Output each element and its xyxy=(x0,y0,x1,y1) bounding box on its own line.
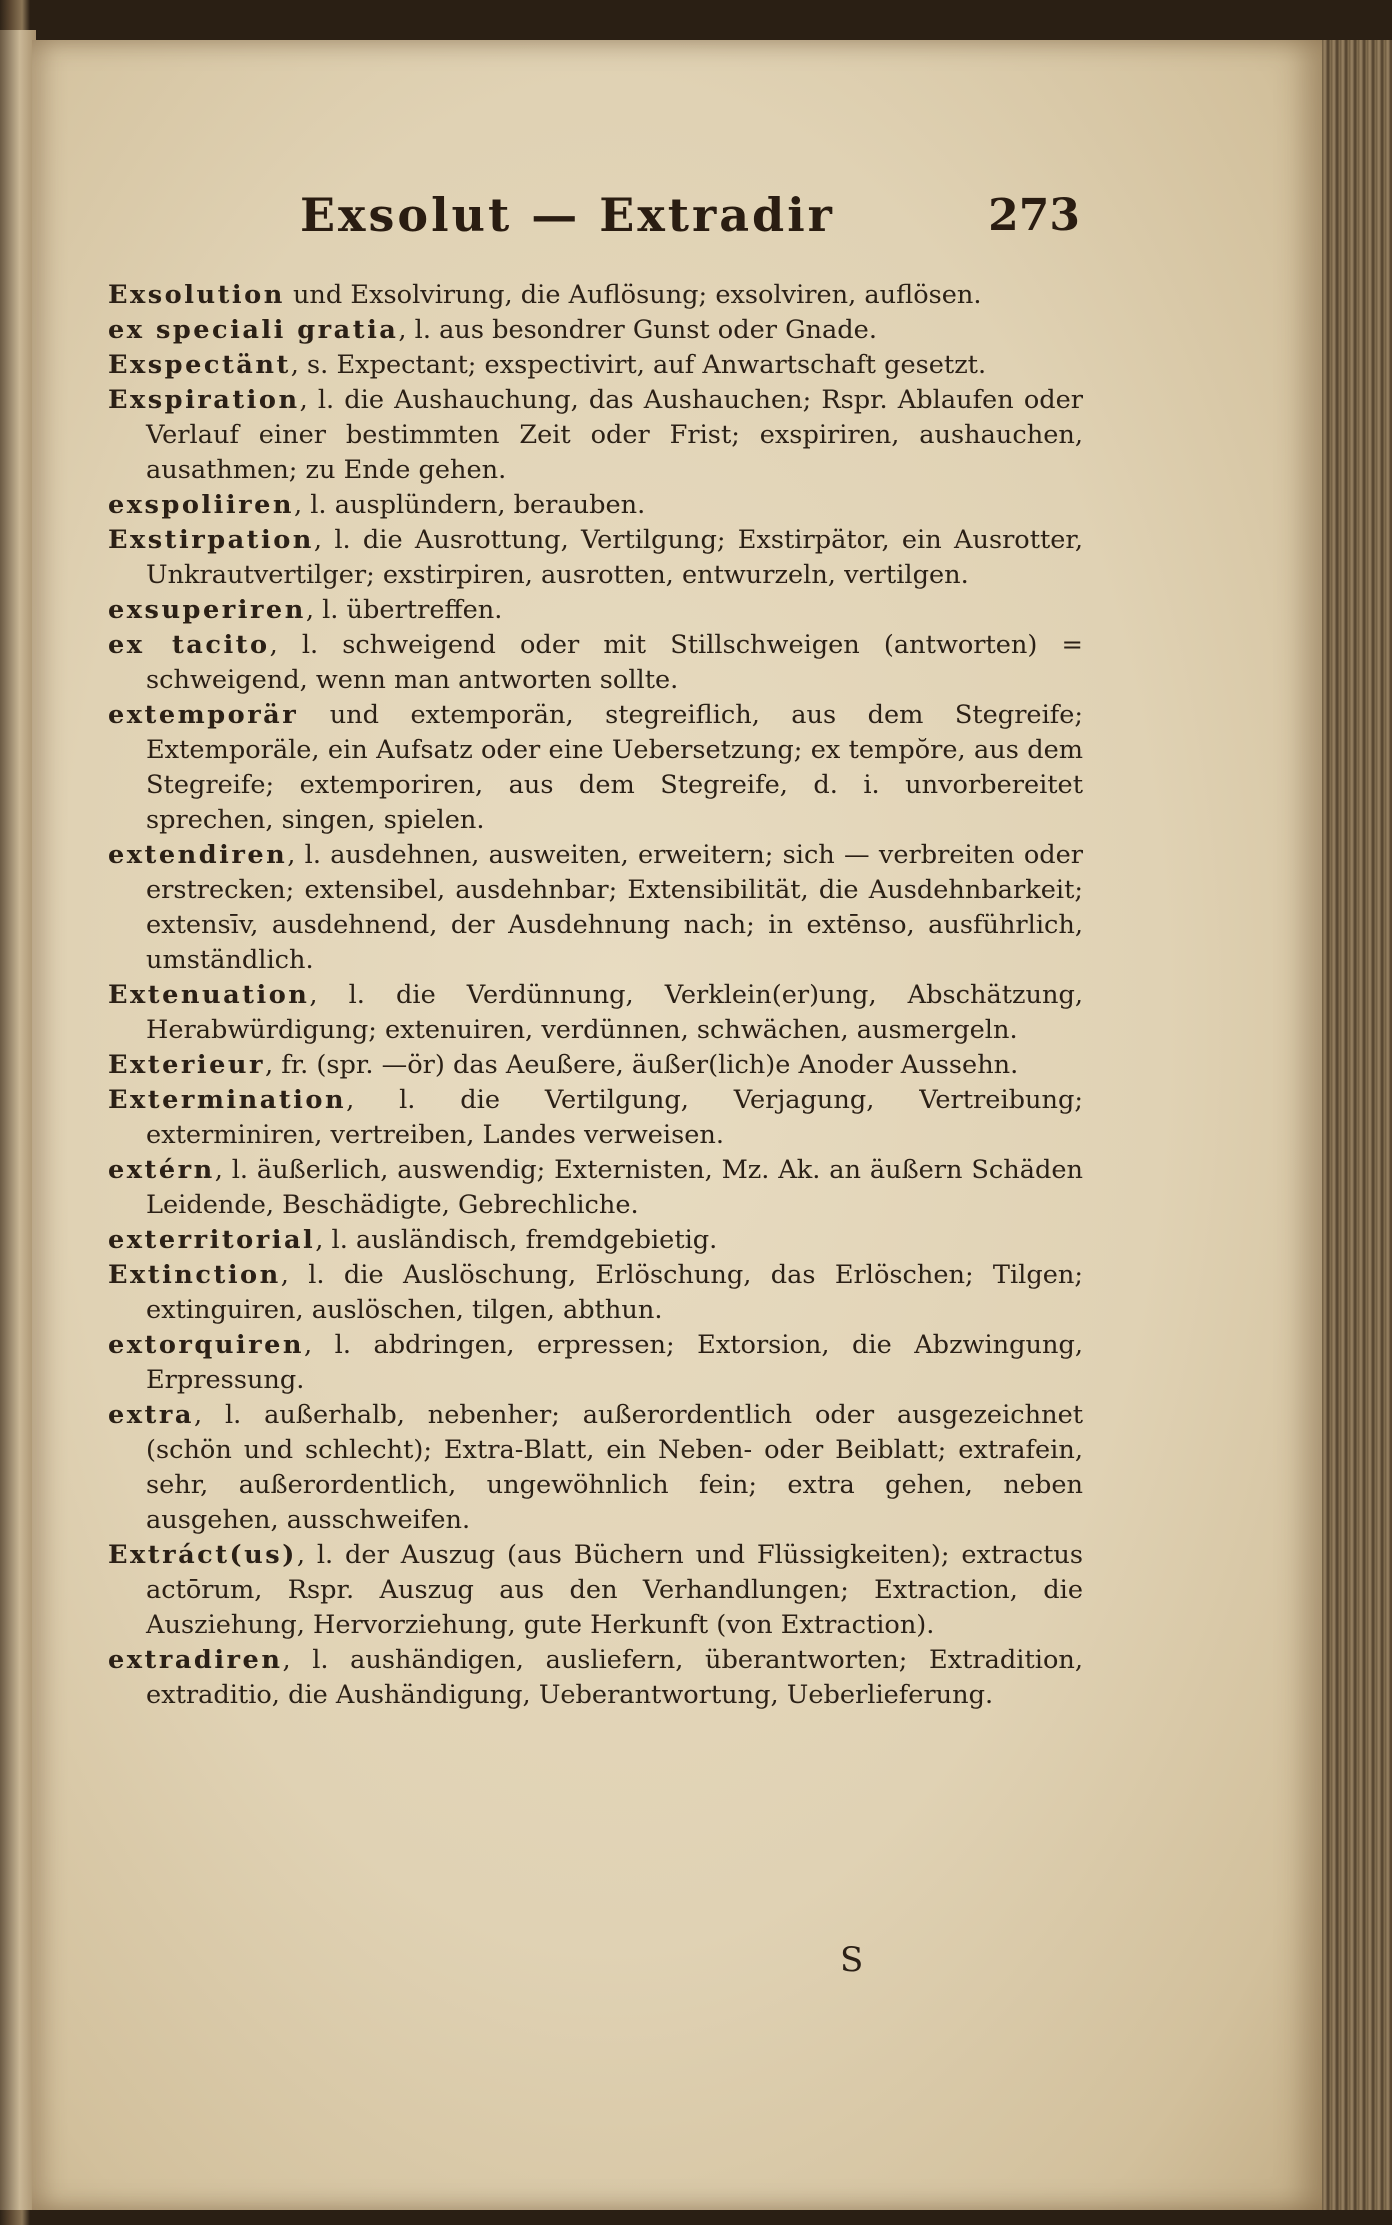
entry-lemma: extradiren xyxy=(108,1645,283,1675)
entry-text: , l. ausländisch, fremdgebietig. xyxy=(315,1225,718,1255)
entry-lemma: exspoliiren xyxy=(108,490,294,520)
entry-text: , l. übertreffen. xyxy=(305,595,503,625)
entry-lemma: extendiren xyxy=(108,840,288,870)
entry xyxy=(108,978,1083,1048)
entry-text: , s. Expectant; exspectivirt, auf Anwartschaft gesetzt. xyxy=(290,350,987,380)
entry xyxy=(108,1328,1083,1398)
entry xyxy=(108,1223,1083,1258)
entry-text: , l. ausdehnen, ausweiten, erweitern; sich — verbreiten oder erstrecken; extensibel, ausdehnbar; Extensibilität, die Ausdehnbarkeit; extensīv, ausdehnend, der Ausdehnung nach; in extēnso, ausführlich, umständlich. xyxy=(146,840,1083,975)
dictionary-entries xyxy=(108,278,1083,1968)
entry-lemma: Exterieur xyxy=(108,1050,265,1080)
entry xyxy=(108,593,1083,628)
entry-text: , l. ausplündern, berauben. xyxy=(293,490,646,520)
entry xyxy=(108,1538,1083,1643)
entry-text: , l. die Auslöschung, Erlöschung, das Erlöschen; Tilgen; extinguiren, auslöschen, tilgen, abthun. xyxy=(146,1260,1083,1325)
entry-lemma: Extenuation xyxy=(108,980,310,1010)
entry-text: , l. der Auszug (aus Büchern und Flüssigkeiten); extractus actōrum, Rspr. Auszug aus den Verhandlungen; Extraction, die Ausziehung, Hervorziehung, gute Herkunft (von Extraction). xyxy=(146,1540,1083,1640)
entry-text: , fr. (spr. —ör) das Aeußere, äußer(lich)e Anoder Aussehn. xyxy=(264,1050,1019,1080)
entry-text: , l. die Verdünnung, Verklein(er)ung, Abschätzung, Herabwürdigung; extenuiren, verdünnen, schwächen, ausmergeln. xyxy=(146,980,1083,1045)
page-stack-edge xyxy=(1322,40,1392,2210)
entry-lemma: ex speciali gratia xyxy=(108,315,399,345)
entry-text: , l. außerhalb, nebenher; außerordentlich oder ausgezeichnet (schön und schlecht); Extra-Blatt, ein Neben- oder Beiblatt; extrafein, sehr, außerordentlich, ungewöhnlich fein; extra gehen, neben ausgehen, ausschweifen. xyxy=(146,1400,1083,1535)
entry-text: und extemporän, stegreiflich, aus dem Stegreife; Extemporäle, ein Aufsatz oder eine Uebersetzung; ex tempŏre, aus dem Stegreife; extemporiren, aus dem Stegreife, d. i. unvorbereitet sprechen, singen, spielen. xyxy=(146,700,1083,835)
entry xyxy=(108,383,1083,488)
entry xyxy=(108,838,1083,978)
entry-text: , l. die Aushauchung, das Aushauchen; Rspr. Ablaufen oder Verlauf einer bestimmten Zeit oder Frist; exspiriren, aushauchen, ausathmen; zu Ende gehen. xyxy=(146,385,1083,485)
entry-text: , l. aus besondrer Gunst oder Gnade. xyxy=(398,315,877,345)
signature-mark: S xyxy=(840,1940,864,1980)
entry-lemma: Extráct(us) xyxy=(108,1540,297,1570)
entry-lemma: Exsolution xyxy=(108,280,285,310)
entry xyxy=(108,698,1083,838)
header-title: Exsolut — Extradir xyxy=(300,188,835,242)
entry-lemma: exsuperiren xyxy=(108,595,306,625)
previous-page-edge xyxy=(0,30,36,2210)
entry-lemma: exterritorial xyxy=(108,1225,316,1255)
entry-lemma: extemporär xyxy=(108,700,299,730)
entry-lemma: extérn xyxy=(108,1155,215,1185)
entry-text: , l. abdringen, erpressen; Extorsion, die Abzwingung, Erpressung. xyxy=(146,1330,1083,1395)
entry-text: , l. äußerlich, auswendig; Externisten, Mz. Ak. an äußern Schäden Leidende, Beschädigte, Gebrechliche. xyxy=(146,1155,1083,1220)
entry xyxy=(108,488,1083,523)
entry-text: , l. aushändigen, ausliefern, überantworten; Extradition, extraditio, die Aushändigung, Ueberantwortung, Ueberlieferung. xyxy=(146,1645,1083,1710)
entry-lemma: extorquiren xyxy=(108,1330,305,1360)
entry xyxy=(108,523,1083,593)
entry-lemma: Extinction xyxy=(108,1260,281,1290)
entry xyxy=(108,348,1083,383)
entry-text: , l. die Ausrottung, Vertilgung; Exstirpätor, ein Ausrotter, Unkrautvertilger; exstirpiren, ausrotten, entwurzeln, vertilgen. xyxy=(146,525,1083,590)
entry xyxy=(108,1153,1083,1223)
entry xyxy=(108,1398,1083,1538)
page-number: 273 xyxy=(988,189,1080,241)
entry xyxy=(108,313,1083,348)
entry-text: , l. die Vertilgung, Verjagung, Vertreibung; exterminiren, vertreiben, Landes verweisen. xyxy=(146,1085,1083,1150)
running-header xyxy=(300,180,1080,250)
entry-lemma: Extermination xyxy=(108,1085,347,1115)
entry xyxy=(108,1643,1083,1713)
entry-lemma: extra xyxy=(108,1400,194,1430)
entry xyxy=(108,1083,1083,1153)
entry-text: und Exsolvirung, die Auflösung; exsolviren, auflösen. xyxy=(284,280,982,310)
entry-lemma: ex tacito xyxy=(108,630,270,660)
entry xyxy=(108,278,1083,313)
entry xyxy=(108,628,1083,698)
entry-lemma: Exstirpation xyxy=(108,525,314,555)
entry-text: , l. schweigend oder mit Stillschweigen (antworten) = schweigend, wenn man antworten sollte. xyxy=(146,630,1083,695)
entry xyxy=(108,1258,1083,1328)
entry xyxy=(108,1048,1083,1083)
entry-lemma: Exspiration xyxy=(108,385,300,415)
entry-lemma: Exspectänt xyxy=(108,350,291,380)
